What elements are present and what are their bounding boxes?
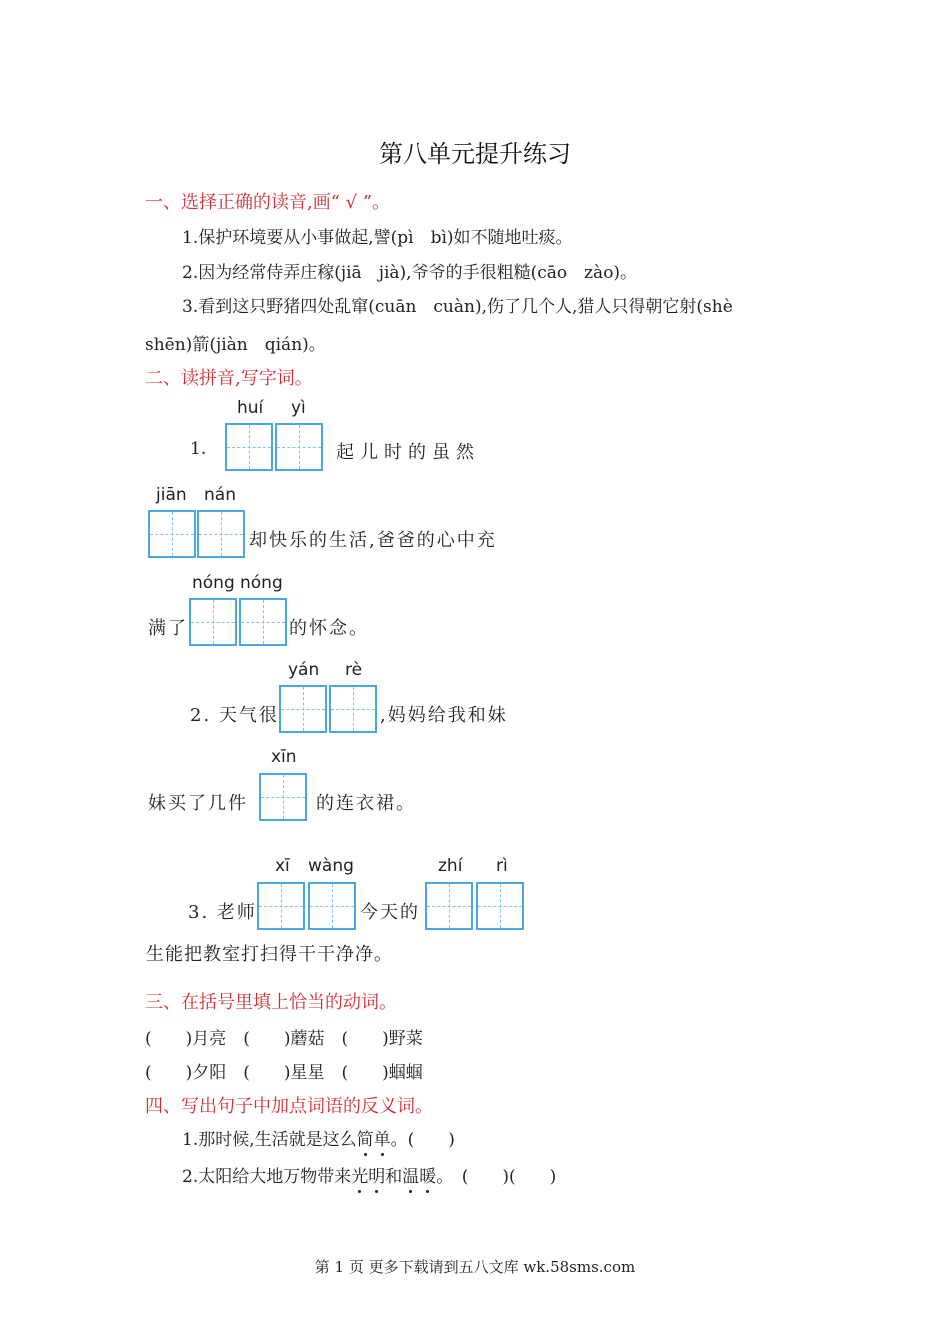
- pinyin-zhi: zhí: [438, 856, 463, 876]
- dotted-char-guang: 光: [351, 1162, 368, 1187]
- pinyin-jian: jiān: [156, 485, 187, 505]
- line-6-text-a: 3. 老师: [188, 902, 257, 923]
- line-4-text-b: ,妈妈给我和妹: [380, 705, 508, 726]
- dotted-char-nuan: 暖: [419, 1162, 436, 1187]
- writing-box-xin[interactable]: [259, 773, 307, 821]
- writing-box-wang[interactable]: [308, 882, 356, 930]
- writing-box-re[interactable]: [329, 685, 377, 733]
- section-1-heading: 一、选择正确的读音,画“ √ ”。: [145, 192, 391, 213]
- s4-q1-prefix: 1.那时候,生活就是这么: [182, 1130, 357, 1150]
- writing-box-nan[interactable]: [197, 510, 245, 558]
- line-2-text: 却快乐的生活,爸爸的心中充: [249, 530, 497, 551]
- writing-box-nong-1[interactable]: [189, 598, 237, 646]
- s4-question-2: [182, 1162, 556, 1187]
- dotted-char-wen: 温: [402, 1162, 419, 1187]
- line-3-text-a: 满了: [148, 618, 188, 639]
- s4-question-1: [182, 1125, 455, 1150]
- line-4-text-a: 2. 天气很: [190, 705, 279, 726]
- pinyin-xi: xī: [275, 856, 290, 876]
- dotted-char-jian: 简: [357, 1125, 374, 1150]
- section-2-heading: 二、读拼音,写字词。: [145, 368, 313, 389]
- line-1-text: 起儿时的虽然: [336, 442, 480, 463]
- dotted-char-dan: 单: [374, 1125, 391, 1150]
- pinyin-nan: nán: [204, 485, 236, 505]
- s1-question-1: 1.保护环境要从小事做起,譬(pì bì)如不随地吐痰。: [182, 228, 573, 248]
- item-1-number: 1.: [190, 439, 207, 459]
- line-6-text-b: 今天的: [360, 902, 420, 923]
- dotted-char-ming: 明: [368, 1162, 385, 1187]
- pinyin-nong-2: nóng: [240, 573, 283, 593]
- section-4-heading: 四、写出句子中加点词语的反义词。: [145, 1096, 433, 1117]
- s3-row-2: ( )夕阳 ( )星星 ( )蝈蝈: [145, 1063, 423, 1083]
- writing-box-nong-2[interactable]: [239, 598, 287, 646]
- pinyin-hui: huí: [237, 398, 264, 418]
- pinyin-yan: yán: [288, 660, 320, 680]
- pinyin-wang: wàng: [308, 856, 354, 876]
- line-7-text: 生能把教室打扫得干干净净。: [146, 944, 393, 965]
- pinyin-yi: yì: [291, 398, 306, 418]
- writing-box-xi[interactable]: [257, 882, 305, 930]
- s4-q1-suffix: 。( ): [390, 1130, 455, 1150]
- page-footer: 第 1 页 更多下载请到五八文库 wk.58sms.com: [314, 1258, 636, 1276]
- pinyin-xin: xīn: [271, 747, 297, 767]
- s1-question-2: 2.因为经常侍弄庄稼(jiā jià),爷爷的手很粗糙(cāo zào)。: [182, 263, 638, 283]
- pinyin-re: rè: [345, 660, 363, 680]
- writing-box-ri[interactable]: [476, 882, 524, 930]
- s3-row-1: ( )月亮 ( )蘑菇 ( )野菜: [145, 1029, 423, 1049]
- s4-q2-prefix: 2.太阳给大地万物带来: [182, 1167, 352, 1187]
- s1-question-3b: shēn)箭(jiàn qián)。: [145, 335, 326, 355]
- writing-box-yan[interactable]: [279, 685, 327, 733]
- writing-box-yi[interactable]: [275, 423, 323, 471]
- pinyin-ri: rì: [496, 856, 508, 876]
- section-3-heading: 三、在括号里填上恰当的动词。: [145, 992, 397, 1013]
- writing-box-hui[interactable]: [225, 423, 273, 471]
- s4-q2-middle: 和: [385, 1167, 403, 1187]
- pinyin-nong-1: nóng: [192, 573, 235, 593]
- writing-box-jian[interactable]: [148, 510, 196, 558]
- writing-box-zhi[interactable]: [425, 882, 473, 930]
- line-3-text-b: 的怀念。: [289, 618, 369, 639]
- page-title: 第八单元提升练习: [379, 140, 571, 168]
- line-5-text-b: 的连衣裙。: [316, 793, 416, 814]
- s1-question-3a: 3.看到这只野猪四处乱窜(cuān cuàn),伤了几个人,猎人只得朝它射(shè: [182, 297, 733, 317]
- s4-q2-suffix: 。 ( )( ): [436, 1167, 557, 1187]
- line-5-text-a: 妹买了几件: [148, 793, 248, 814]
